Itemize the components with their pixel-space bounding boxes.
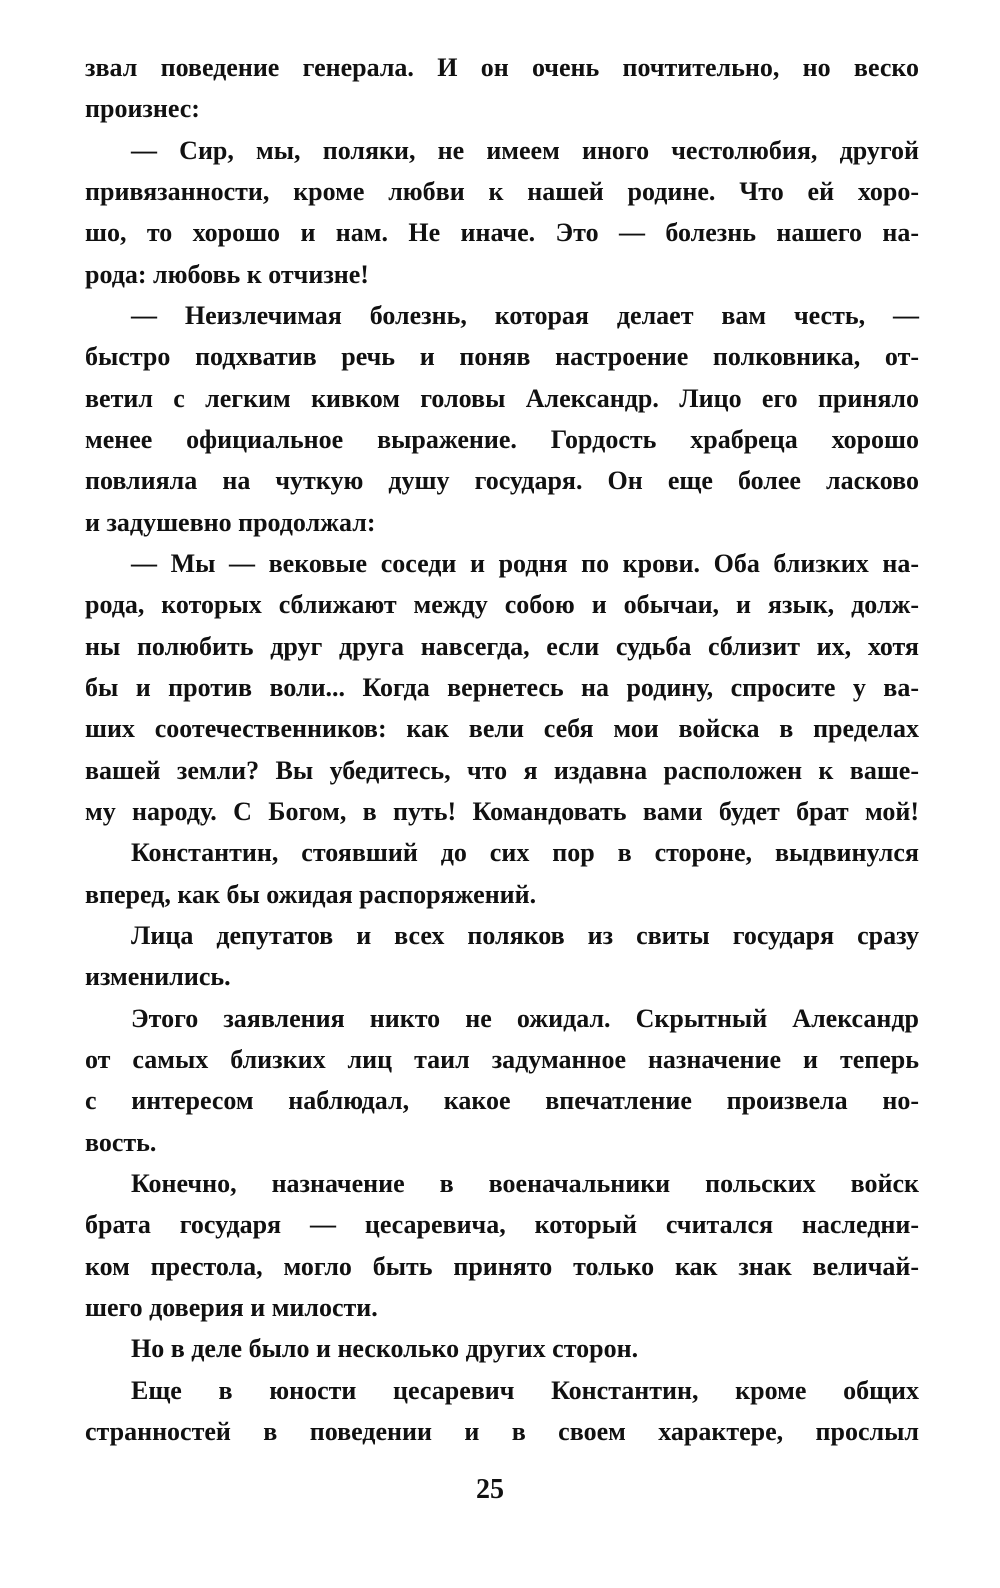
page-body-text [85, 47, 919, 1452]
text-line: странностей в поведении и в своем характере, прослыл [85, 1416, 919, 1446]
text-line: изменились. [85, 962, 231, 992]
text-line: ветил с легким кивком головы Александр. Лицо его приняло [85, 383, 919, 413]
text-line: вашей земли? Вы убедитесь, что я издавна расположен к ваше- [85, 755, 919, 785]
text-line: быстро подхватив речь и поняв настроение полковника, от- [85, 342, 919, 372]
text-line: вость. [85, 1127, 157, 1157]
text-line: Этого заявления никто не ожидал. Скрытный Александр [131, 1003, 919, 1033]
text-line: рода, которых сближают между собою и обычаи, и язык, долж- [85, 590, 919, 620]
text-line: Но в деле было и несколько других сторон. [131, 1334, 639, 1364]
text-line: Конечно, назначение в военачальники польских войск [131, 1168, 919, 1198]
text-line: шо, то хорошо и нам. Не иначе. Это — болезнь нашего на- [85, 218, 919, 248]
text-line: ны полюбить друг друга навсегда, если судьба сблизит их, хотя [85, 631, 919, 661]
text-line: — Неизлечимая болезнь, которая делает вам честь, — [131, 300, 919, 330]
text-line: произнес: [85, 94, 200, 124]
text-line: менее официальное выражение. Гордость храбреца хорошо [85, 424, 919, 454]
text-line: шего доверия и милости. [85, 1292, 378, 1322]
text-line: му народу. С Богом, в путь! Командовать вами будет брат мой! [85, 796, 919, 826]
text-line: звал поведение генерала. И он очень почтительно, но веско [85, 53, 919, 82]
text-line: брата государя — цесаревича, который считался наследни- [85, 1210, 919, 1240]
text-line: и задушевно продолжал: [85, 507, 376, 537]
text-line: с интересом наблюдал, какое впечатление произвела но- [85, 1086, 919, 1116]
text-line: — Мы — вековые соседи и родня по крови. Оба близких на- [131, 548, 919, 578]
page-number: 25 [476, 1474, 504, 1505]
text-line: Константин, стоявший до сих пор в стороне, выдвинулся [131, 838, 919, 868]
text-line: повлияла на чуткую душу государя. Он еще более ласково [85, 466, 919, 496]
text-line: Лица депутатов и всех поляков из свиты государя сразу [131, 920, 919, 950]
text-line: вперед, как бы ожидая распоряжений. [85, 879, 537, 909]
text-line: рода: любовь к отчизне! [85, 259, 369, 289]
text-line: от самых близких лиц таил задуманное назначение и теперь [85, 1044, 919, 1074]
text-line: привязанности, кроме любви к нашей родине. Что ей хоро- [85, 176, 919, 206]
text-line: Еще в юности цесаревич Константин, кроме общих [131, 1375, 919, 1405]
text-line: бы и против воли... Когда вернетесь на родину, спросите у ва- [85, 672, 919, 702]
text-line: ших соотечественников: как вели себя мои войска в пределах [85, 714, 919, 744]
text-line: — Сир, мы, поляки, не имеем иного честолюбия, другой [131, 135, 919, 165]
text-line: ком престола, могло быть принято только как знак величай- [85, 1251, 919, 1281]
